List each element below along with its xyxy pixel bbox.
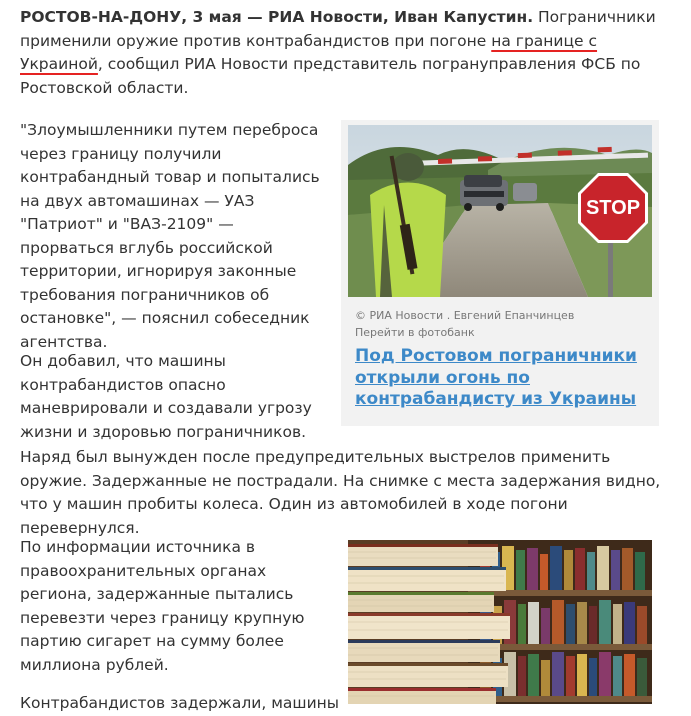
related-article-card[interactable] — [341, 120, 659, 426]
info-paragraph: По информации источника в правоохранительных органах региона, задержанные пытались перевезти через границу крупную партию сигарет на сумму более миллиона рублей. — [20, 538, 305, 674]
border-checkpoint-photo[interactable] — [348, 125, 652, 297]
lead-paragraph — [20, 6, 660, 100]
maneuver-paragraph: Он добавил, что машины контрабандистов опасно маневрировали и создавали угрозу жизни и здоровью пограничников. — [20, 352, 312, 441]
related-article-title[interactable]: Под Ростовом пограничники открыли огонь по контрабандисту из Украины — [355, 346, 637, 409]
bookshelf-photo[interactable] — [348, 540, 652, 704]
lead-text-start: Пограничники применили оружие против контрабандистов при погоне — [20, 8, 656, 50]
photo-credit: © РИА Новости . Евгений Епанчинцев — [355, 309, 575, 322]
maneuver-paragraph-continued: Наряд был вынужден после предупредительных выстрелов применить оружие. Задержанные не пострадали. На снимке с места задержания видно, что у машин пробиты колеса. Один из автомобилей в ходе погони перевернулся. — [20, 448, 661, 537]
stop-sign — [576, 171, 650, 245]
photobank-link[interactable]: Перейти в фотобанк — [355, 326, 475, 339]
stop-sign-text: STOP — [585, 197, 641, 219]
last-paragraph: Контрабандистов задержали, машины — [20, 694, 340, 712]
ukraine-border-link[interactable]: на границе с Украиной — [20, 31, 598, 73]
dateline: РОСТОВ-НА-ДОНУ, 3 мая — РИА Новости, Иван Капустин. — [20, 8, 534, 26]
photo-credit-block — [355, 307, 645, 341]
lead-text-end: , сообщил РИА Новости представитель погрануправления ФСБ по Ростовской области. — [20, 55, 641, 97]
quote-paragraph: "Злоумышленники путем переброса через границу получили контрабандный товар и попытались на двух автомашинах — УАЗ "Патриот" и "ВАЗ-2109" — прорваться вглубь российской территории, игнорируя законные требования пограничников об остановке", — пояснил собеседник агентства. — [20, 121, 320, 351]
